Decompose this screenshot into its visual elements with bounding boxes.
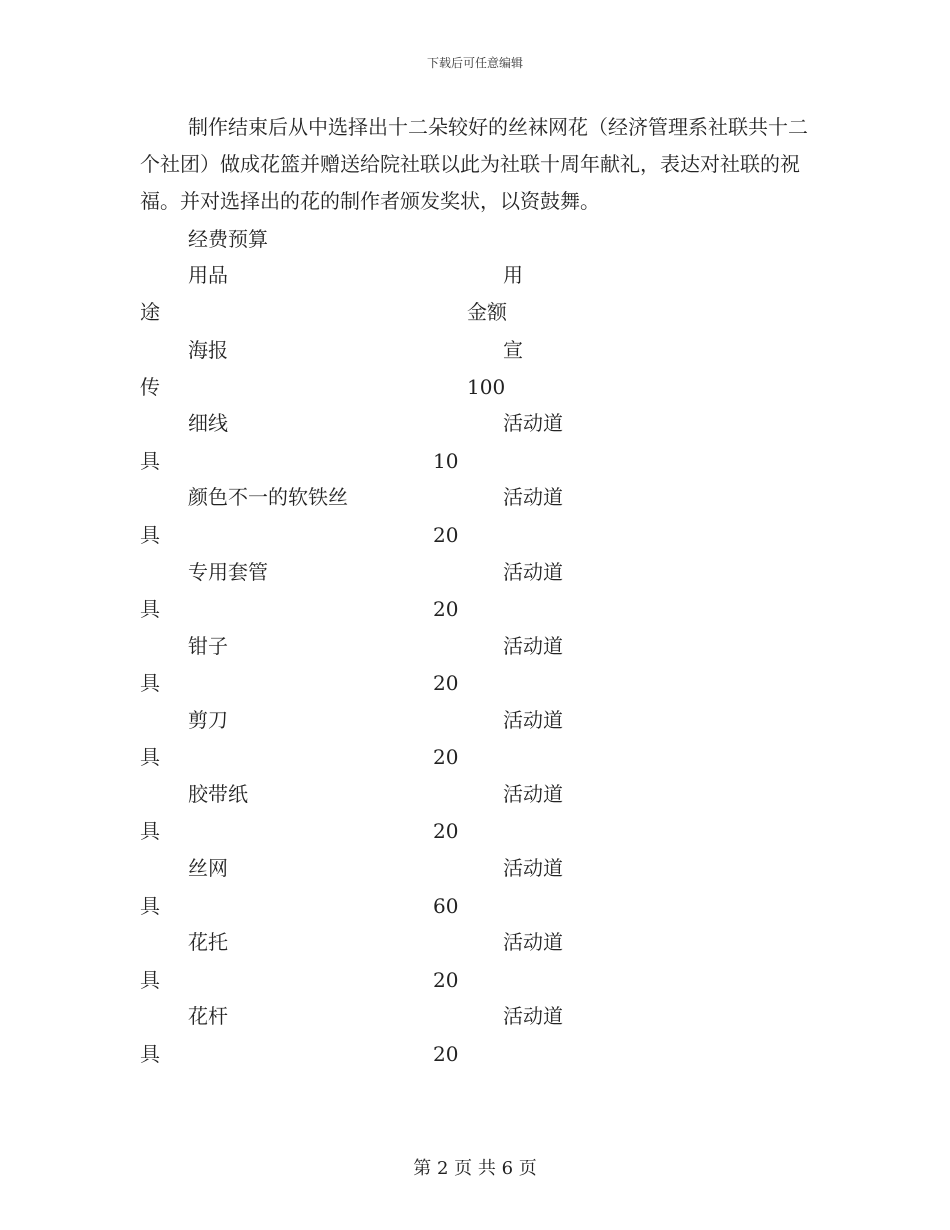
- budget-row-use-part1: 活动道: [503, 634, 563, 658]
- budget-header-use-part2: 途: [140, 300, 160, 324]
- body-paragraph: 制作结束后从中选择出十二朵较好的丝袜网花（经济管理系社联共十二个社团）做成花篮并赠送给院社联以此为社联十周年献礼，表达对社联的祝福。并对选择出的花的制作者颁发奖状，以资鼓舞。: [140, 115, 808, 213]
- budget-header-amount: 金额: [467, 300, 507, 324]
- budget-row-amount: 20: [433, 745, 459, 769]
- budget-row-use-part2: 具: [140, 745, 160, 769]
- budget-row-item: 钳子: [188, 634, 228, 658]
- budget-row-use-part1: 活动道: [503, 411, 563, 435]
- budget-row-item: 丝网: [188, 856, 228, 880]
- budget-row-amount: 60: [433, 894, 459, 918]
- budget-row-use-part1: 活动道: [503, 485, 563, 509]
- budget-row-item: 剪刀: [188, 708, 228, 732]
- budget-row-item: 花托: [188, 930, 228, 954]
- budget-row-use-part1: 活动道: [503, 930, 563, 954]
- budget-row-use-part2: 传: [140, 375, 160, 399]
- budget-row-use-part1: 活动道: [503, 782, 563, 806]
- budget-row-use-part2: 具: [140, 1042, 160, 1066]
- budget-row-amount: 20: [433, 523, 459, 547]
- budget-header-use-part1: 用: [503, 263, 523, 287]
- budget-row-use-part1: 活动道: [503, 1004, 563, 1028]
- budget-row-amount: 10: [433, 449, 459, 473]
- budget-row-item: 胶带纸: [188, 782, 248, 806]
- budget-row-use-part2: 具: [140, 523, 160, 547]
- budget-row-use-part1: 宣: [503, 338, 523, 362]
- budget-row-item: 颜色不一的软铁丝: [188, 485, 348, 509]
- budget-row-item: 花杆: [188, 1004, 228, 1028]
- budget-row-use-part2: 具: [140, 449, 160, 473]
- budget-row-amount: 20: [433, 1042, 459, 1066]
- budget-row-use-part2: 具: [140, 819, 160, 843]
- budget-row-amount: 20: [433, 819, 459, 843]
- budget-row-use-part2: 具: [140, 968, 160, 992]
- budget-row-use-part1: 活动道: [503, 856, 563, 880]
- budget-row-amount: 20: [433, 671, 459, 695]
- budget-row-item: 专用套管: [188, 560, 268, 584]
- budget-row-item: 海报: [188, 338, 228, 362]
- budget-header-item: 用品: [188, 263, 228, 287]
- budget-heading: 经费预算: [188, 227, 268, 251]
- budget-row-use-part1: 活动道: [503, 560, 563, 584]
- budget-row-amount: 20: [433, 597, 459, 621]
- budget-row-item: 细线: [188, 411, 228, 435]
- budget-row-use-part1: 活动道: [503, 708, 563, 732]
- budget-row-use-part2: 具: [140, 671, 160, 695]
- page-number-footer: 第 2 页 共 6 页: [413, 1158, 537, 1179]
- budget-row-use-part2: 具: [140, 597, 160, 621]
- header-note: 下载后可任意编辑: [426, 56, 523, 70]
- budget-row-amount: 20: [433, 968, 459, 992]
- budget-row-use-part2: 具: [140, 894, 160, 918]
- budget-row-amount: 100: [467, 375, 506, 399]
